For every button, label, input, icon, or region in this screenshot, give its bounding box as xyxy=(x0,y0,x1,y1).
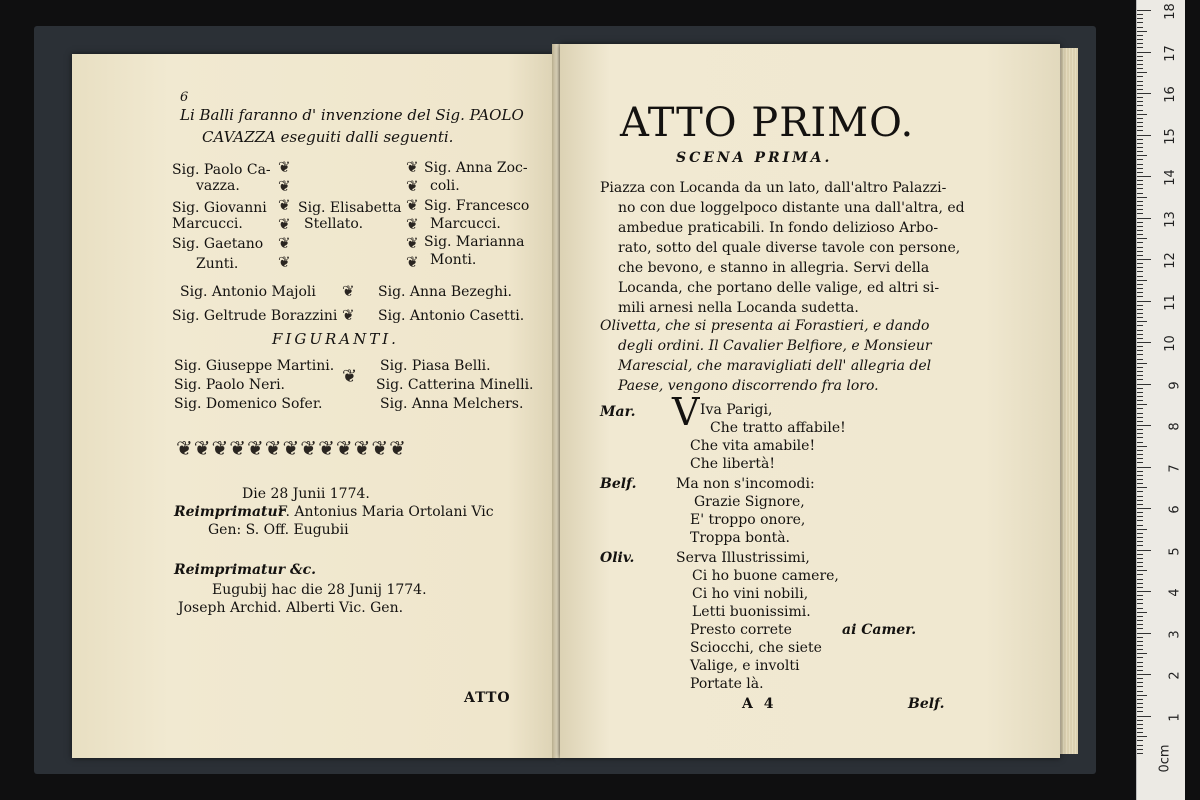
ruler-tick xyxy=(1137,475,1143,476)
ruler-tick xyxy=(1137,624,1143,625)
ruler-tick xyxy=(1137,209,1143,210)
ruler-tick xyxy=(1137,608,1143,609)
ruler-tick xyxy=(1137,641,1143,642)
ruler-tick xyxy=(1137,193,1143,194)
ruler-tick xyxy=(1137,238,1147,239)
ruler-tick xyxy=(1137,437,1143,438)
ballet-heading-line2: CAVAZZA eseguiti dalli seguenti. xyxy=(202,128,454,146)
ruler-tick xyxy=(1137,242,1143,243)
ruler-tick xyxy=(1137,201,1143,202)
ruler-tick xyxy=(1137,155,1147,156)
ruler-tick xyxy=(1137,612,1147,613)
dancer-name: Sig. Elisabetta xyxy=(298,200,402,216)
ruler-tick xyxy=(1137,118,1143,119)
ruler-tick xyxy=(1137,384,1151,385)
ruler-tick xyxy=(1137,413,1143,414)
figurante-name: Sig. Anna Melchers. xyxy=(380,396,524,412)
ruler-number: 4 xyxy=(1167,588,1183,597)
verse-line: E' troppo onore, xyxy=(690,512,806,528)
figurante-name: Sig. Domenico Sofer. xyxy=(174,396,323,412)
ruler-tick xyxy=(1137,213,1143,214)
reimprimatur2-label: Reimprimatur &c. xyxy=(174,562,316,578)
ruler-tick xyxy=(1137,537,1143,538)
verse-line: Ma non s'incomodi: xyxy=(676,476,815,492)
stage-direction-line: Olivetta, che si presenta ai Forastieri, e dando xyxy=(600,318,930,334)
ruler-tick xyxy=(1137,458,1143,459)
ruler-number: 6 xyxy=(1167,505,1183,514)
stage-direction-line: Marescial, che maravigliati dell' allegria del xyxy=(618,358,932,374)
ruler-tick xyxy=(1137,354,1143,355)
verse-line: Letti buonissimi. xyxy=(692,604,811,620)
dancer-name: Sig. Gaetano xyxy=(172,236,264,252)
ruler-tick xyxy=(1137,284,1143,285)
ruler-tick xyxy=(1137,500,1143,501)
figurante-name: Sig. Giuseppe Martini. xyxy=(174,358,335,374)
ruler-tick xyxy=(1137,396,1143,397)
ruler-tick xyxy=(1137,649,1143,650)
ruler-tick xyxy=(1137,491,1143,492)
ruler-tick xyxy=(1137,479,1143,480)
ruler-tick xyxy=(1137,288,1143,289)
ruler-tick xyxy=(1137,603,1143,604)
scene-title: SCENA PRIMA. xyxy=(676,150,833,166)
ruler-tick xyxy=(1137,740,1143,741)
ruler-number: 3 xyxy=(1167,629,1183,639)
ruler-tick xyxy=(1137,682,1143,683)
signature-mark: A 4 xyxy=(742,696,777,712)
stage-direction-line: degli ordini. Il Cavalier Belfiore, e Monsieur xyxy=(618,338,932,354)
dancer-name: Monti. xyxy=(430,252,477,268)
ruler-tick xyxy=(1137,653,1147,654)
ruler-tick xyxy=(1137,334,1143,335)
ruler-tick xyxy=(1137,691,1143,692)
act-title: ATTO PRIMO. xyxy=(620,100,915,146)
ruler-tick xyxy=(1137,313,1143,314)
ruler-tick xyxy=(1137,10,1151,11)
ornament-icon: ❦ xyxy=(342,282,355,300)
dancer-name: Marcucci. xyxy=(430,216,501,232)
ruler-tick xyxy=(1137,467,1151,468)
right-page xyxy=(560,44,1060,758)
ruler-tick xyxy=(1137,218,1151,219)
ruler-tick xyxy=(1137,545,1143,546)
ruler-tick xyxy=(1137,151,1143,152)
ruler-tick xyxy=(1137,616,1143,617)
ruler-tick xyxy=(1137,97,1143,98)
ruler-tick xyxy=(1137,101,1143,102)
ruler-tick xyxy=(1137,325,1143,326)
ruler-tick xyxy=(1137,56,1143,57)
ruler-tick xyxy=(1137,317,1143,318)
ruler-tick xyxy=(1137,371,1143,372)
ruler-tick xyxy=(1137,699,1143,700)
aside-direction: ai Camer. xyxy=(842,622,917,638)
ruler-tick xyxy=(1137,247,1143,248)
ruler-tick xyxy=(1137,425,1151,426)
ruler-number: 8 xyxy=(1167,422,1183,431)
dancer-name: coli. xyxy=(430,178,460,194)
verse-line: Che tratto affabile! xyxy=(710,420,846,436)
verse-line: Sciocchi, che siete xyxy=(690,640,822,656)
dancer-name: Sig. Antonio Casetti. xyxy=(378,308,525,324)
ruler-tick xyxy=(1137,321,1147,322)
ruler-tick xyxy=(1137,633,1151,634)
ornament-icon: ❦ xyxy=(342,366,358,387)
catchword: ATTO xyxy=(464,690,511,706)
ruler-tick xyxy=(1137,686,1143,687)
ruler-tick xyxy=(1137,47,1143,48)
ruler-tick xyxy=(1137,363,1147,364)
ruler-tick xyxy=(1137,110,1143,111)
ruler-tick xyxy=(1137,512,1143,513)
ruler-tick xyxy=(1137,595,1143,596)
setting-line: no con due loggelpoco distante una dall'altra, ed xyxy=(618,200,965,216)
ruler-tick xyxy=(1137,454,1143,455)
ruler-tick xyxy=(1137,305,1143,306)
ruler-tick xyxy=(1137,375,1143,376)
ruler-tick xyxy=(1137,301,1151,302)
ruler-tick xyxy=(1137,574,1143,575)
ruler-tick xyxy=(1137,720,1143,721)
verse-line: Ci ho vini nobili, xyxy=(692,586,809,602)
dancer-name: Sig. Anna Zoc- xyxy=(424,160,528,176)
setting-line: Piazza con Locanda da un lato, dall'altro Palazzi- xyxy=(600,180,947,196)
ruler-tick xyxy=(1137,591,1151,592)
ballet-heading-line1: Li Balli faranno d' invenzione del Sig. PAOLO xyxy=(180,106,524,124)
verse-line: Valige, e involti xyxy=(690,658,800,674)
ruler-tick xyxy=(1137,263,1143,264)
verse-line: Che libertà! xyxy=(690,456,775,472)
ruler-tick xyxy=(1137,27,1143,28)
ruler-tick xyxy=(1137,135,1151,136)
ruler-tick xyxy=(1137,251,1143,252)
ruler-tick xyxy=(1137,520,1143,521)
dancer-name: Sig. Antonio Majoli xyxy=(180,284,316,300)
ruler-tick xyxy=(1137,388,1143,389)
ruler-tick xyxy=(1137,421,1143,422)
ruler-tick xyxy=(1137,76,1143,77)
figuranti-heading: FIGURANTI. xyxy=(272,330,399,348)
ruler-tick xyxy=(1137,367,1143,368)
ruler-tick xyxy=(1137,379,1143,380)
figurante-name: Sig. Catterina Minelli. xyxy=(376,377,534,393)
ornament-border-icon: ❦❦❦❦❦❦❦❦❦❦❦❦❦ xyxy=(176,436,407,460)
verse-line: Presto correte xyxy=(690,622,792,638)
ruler-tick xyxy=(1137,462,1143,463)
ruler-tick xyxy=(1137,31,1147,32)
ruler-tick xyxy=(1137,22,1143,23)
ruler-tick xyxy=(1137,14,1143,15)
ruler-number: 0cm xyxy=(1157,744,1173,773)
ruler-tick xyxy=(1137,533,1143,534)
ruler-tick xyxy=(1137,180,1143,181)
ruler-tick xyxy=(1137,280,1147,281)
reimprimatur2-line2: Joseph Archid. Alberti Vic. Gen. xyxy=(178,600,404,616)
verse-line: Grazie Signore, xyxy=(694,494,805,510)
dancer-name: Sig. Anna Bezeghi. xyxy=(378,284,513,300)
ruler-tick xyxy=(1137,147,1143,148)
ruler-tick xyxy=(1137,267,1143,268)
ruler-tick xyxy=(1137,114,1147,115)
ruler-tick xyxy=(1137,724,1143,725)
ruler-tick xyxy=(1137,93,1151,94)
dancer-name: Zunti. xyxy=(196,256,239,272)
verse-line: Troppa bontà. xyxy=(690,530,791,546)
ruler-tick xyxy=(1137,271,1143,272)
verse-line: Iva Parigi, xyxy=(700,402,773,418)
ruler-tick xyxy=(1137,579,1143,580)
figurante-name: Sig. Paolo Neri. xyxy=(174,377,286,393)
ruler-tick xyxy=(1137,620,1143,621)
ruler-tick xyxy=(1137,164,1143,165)
date-line: Die 28 Junii 1774. xyxy=(242,486,370,502)
ruler-tick xyxy=(1137,678,1143,679)
speaker-label: Oliv. xyxy=(600,550,635,566)
ruler-tick xyxy=(1137,122,1143,123)
ruler-tick xyxy=(1137,255,1143,256)
ruler-tick xyxy=(1137,85,1143,86)
ruler-number: 5 xyxy=(1167,546,1183,556)
ruler-tick xyxy=(1137,408,1143,409)
ruler-tick xyxy=(1137,736,1147,737)
page-mark: 6 xyxy=(180,90,189,105)
ruler-tick xyxy=(1137,550,1151,551)
ruler-tick xyxy=(1137,599,1143,600)
ruler-tick xyxy=(1137,400,1143,401)
ruler-tick xyxy=(1137,483,1143,484)
ruler-tick xyxy=(1137,64,1143,65)
ruler-tick xyxy=(1137,230,1143,231)
ruler-tick xyxy=(1137,508,1151,509)
setting-line: che bevono, e stanno in allegria. Servi della xyxy=(618,260,930,276)
ruler-number: 9 xyxy=(1167,380,1183,390)
ruler-tick xyxy=(1137,529,1147,530)
ornament-column-icon: ❦ ❦ ❦ ❦ ❦ ❦ xyxy=(406,158,419,271)
ruler-tick xyxy=(1137,139,1143,140)
ruler-tick xyxy=(1137,711,1143,712)
stage-direction-line: Paese, vengono discorrendo fra loro. xyxy=(618,378,879,394)
ruler-number: 17 xyxy=(1163,44,1179,62)
ruler-tick xyxy=(1137,645,1143,646)
drop-cap: V xyxy=(672,390,700,434)
ruler-tick xyxy=(1137,703,1143,704)
ruler-number: 2 xyxy=(1167,671,1183,680)
dancer-name: vazza. xyxy=(196,178,240,194)
ruler-number: 11 xyxy=(1163,293,1179,311)
speaker-label: Mar. xyxy=(600,404,636,420)
ruler-tick xyxy=(1137,130,1143,131)
ruler-tick xyxy=(1137,541,1143,542)
ruler-tick xyxy=(1137,68,1143,69)
ruler-tick xyxy=(1137,259,1151,260)
ruler-tick xyxy=(1137,276,1143,277)
ruler-tick xyxy=(1137,39,1143,40)
measuring-ruler xyxy=(1136,0,1185,800)
ruler-tick xyxy=(1137,18,1143,19)
dancer-name: Sig. Paolo Ca- xyxy=(172,162,271,178)
setting-line: rato, sotto del quale diverse tavole con persone, xyxy=(618,240,961,256)
ruler-tick xyxy=(1137,487,1147,488)
ruler-tick xyxy=(1137,753,1143,754)
left-page xyxy=(72,54,556,758)
ornament-column-icon: ❦ ❦ ❦ ❦ ❦ ❦ xyxy=(278,158,291,271)
ruler-tick xyxy=(1137,670,1143,671)
ruler-tick xyxy=(1137,471,1143,472)
figurante-name: Sig. Piasa Belli. xyxy=(380,358,491,374)
ruler-tick xyxy=(1137,392,1143,393)
ruler-tick xyxy=(1137,429,1143,430)
ruler-tick xyxy=(1137,570,1147,571)
ruler-tick xyxy=(1137,417,1143,418)
ruler-tick xyxy=(1137,143,1143,144)
ruler-tick xyxy=(1137,674,1151,675)
ruler-tick xyxy=(1137,446,1147,447)
ruler-number: 7 xyxy=(1167,463,1183,473)
ruler-number: 13 xyxy=(1163,210,1179,228)
ruler-number: 15 xyxy=(1163,127,1179,145)
reimprimatur-line2: Gen: S. Off. Eugubii xyxy=(208,522,349,538)
ruler-tick xyxy=(1137,587,1143,588)
ruler-tick xyxy=(1137,105,1143,106)
ruler-tick xyxy=(1137,176,1151,177)
ruler-tick xyxy=(1137,666,1143,667)
reimprimatur-text: F. Antonius Maria Ortolani Vic xyxy=(278,504,494,520)
ruler-tick xyxy=(1137,338,1143,339)
ruler-tick xyxy=(1137,296,1143,297)
ornament-icon: ❦ xyxy=(342,306,355,324)
ruler-tick xyxy=(1137,695,1147,696)
ruler-tick xyxy=(1137,728,1143,729)
ruler-tick xyxy=(1137,516,1143,517)
setting-line: Locanda, che portano delle valige, ed altri si- xyxy=(618,280,940,296)
ruler-tick xyxy=(1137,525,1143,526)
setting-line: ambedue praticabili. In fondo delizioso Arbo- xyxy=(618,220,939,236)
verse-line: Ci ho buone camere, xyxy=(692,568,839,584)
ruler-number: 14 xyxy=(1163,169,1179,186)
dancer-name: Stellato. xyxy=(304,216,364,232)
ruler-tick xyxy=(1137,749,1143,750)
ruler-tick xyxy=(1137,707,1143,708)
dancer-name: Marcucci. xyxy=(172,216,243,232)
ruler-tick xyxy=(1137,404,1147,405)
ruler-tick xyxy=(1137,197,1147,198)
ruler-tick xyxy=(1137,309,1143,310)
ruler-tick xyxy=(1137,184,1143,185)
ruler-tick xyxy=(1137,583,1143,584)
ruler-tick xyxy=(1137,226,1143,227)
ruler-tick xyxy=(1137,342,1151,343)
dancer-name: Sig. Geltrude Borazzini xyxy=(172,308,338,324)
ruler-number: 10 xyxy=(1163,335,1179,352)
catchword: Belf. xyxy=(908,696,945,712)
ruler-tick xyxy=(1137,172,1143,173)
ruler-tick xyxy=(1137,554,1143,555)
ruler-tick xyxy=(1137,442,1143,443)
ruler-tick xyxy=(1137,43,1143,44)
ruler-tick xyxy=(1137,433,1143,434)
ruler-tick xyxy=(1137,52,1151,53)
ruler-tick xyxy=(1137,496,1143,497)
ruler-tick xyxy=(1137,350,1143,351)
ruler-tick xyxy=(1137,89,1143,90)
ruler-tick xyxy=(1137,628,1143,629)
ruler-tick xyxy=(1137,450,1143,451)
ruler-number: 18 xyxy=(1163,3,1179,20)
ruler-tick xyxy=(1137,716,1151,717)
ruler-number: 1 xyxy=(1167,712,1183,722)
ruler-tick xyxy=(1137,504,1143,505)
verse-line: Serva Illustrissimi, xyxy=(676,550,810,566)
ruler-tick xyxy=(1137,188,1143,189)
ruler-tick xyxy=(1137,558,1143,559)
ruler-tick xyxy=(1137,72,1147,73)
ruler-tick xyxy=(1137,292,1143,293)
ruler-number: 16 xyxy=(1163,86,1179,103)
ruler-tick xyxy=(1137,346,1143,347)
reimprimatur-label: Reimprimatur xyxy=(174,504,286,520)
ruler-number: 12 xyxy=(1163,252,1179,269)
ruler-tick xyxy=(1137,60,1143,61)
ruler-tick xyxy=(1137,234,1143,235)
setting-line: mili arnesi nella Locanda sudetta. xyxy=(618,300,859,316)
ruler-tick xyxy=(1137,359,1143,360)
ruler-tick xyxy=(1137,732,1143,733)
ruler-tick xyxy=(1137,35,1143,36)
ruler-tick xyxy=(1137,330,1143,331)
ruler-tick xyxy=(1137,222,1143,223)
ruler-tick xyxy=(1137,745,1143,746)
ruler-tick xyxy=(1137,566,1143,567)
dancer-name: Sig. Francesco xyxy=(424,198,530,214)
verse-line: Portate là. xyxy=(690,676,764,692)
dancer-name: Sig. Marianna xyxy=(424,234,525,250)
ruler-tick xyxy=(1137,662,1143,663)
ruler-tick xyxy=(1137,205,1143,206)
dancer-name: Sig. Giovanni xyxy=(172,200,267,216)
speaker-label: Belf. xyxy=(600,476,637,492)
ruler-tick xyxy=(1137,657,1143,658)
ruler-tick xyxy=(1137,81,1143,82)
ruler-tick xyxy=(1137,168,1143,169)
ruler-tick xyxy=(1137,159,1143,160)
ruler-tick xyxy=(1137,562,1143,563)
ruler-tick xyxy=(1137,637,1143,638)
verse-line: Che vita amabile! xyxy=(690,438,816,454)
reimprimatur2-line1: Eugubij hac die 28 Junij 1774. xyxy=(212,582,427,598)
ruler-tick xyxy=(1137,126,1143,127)
